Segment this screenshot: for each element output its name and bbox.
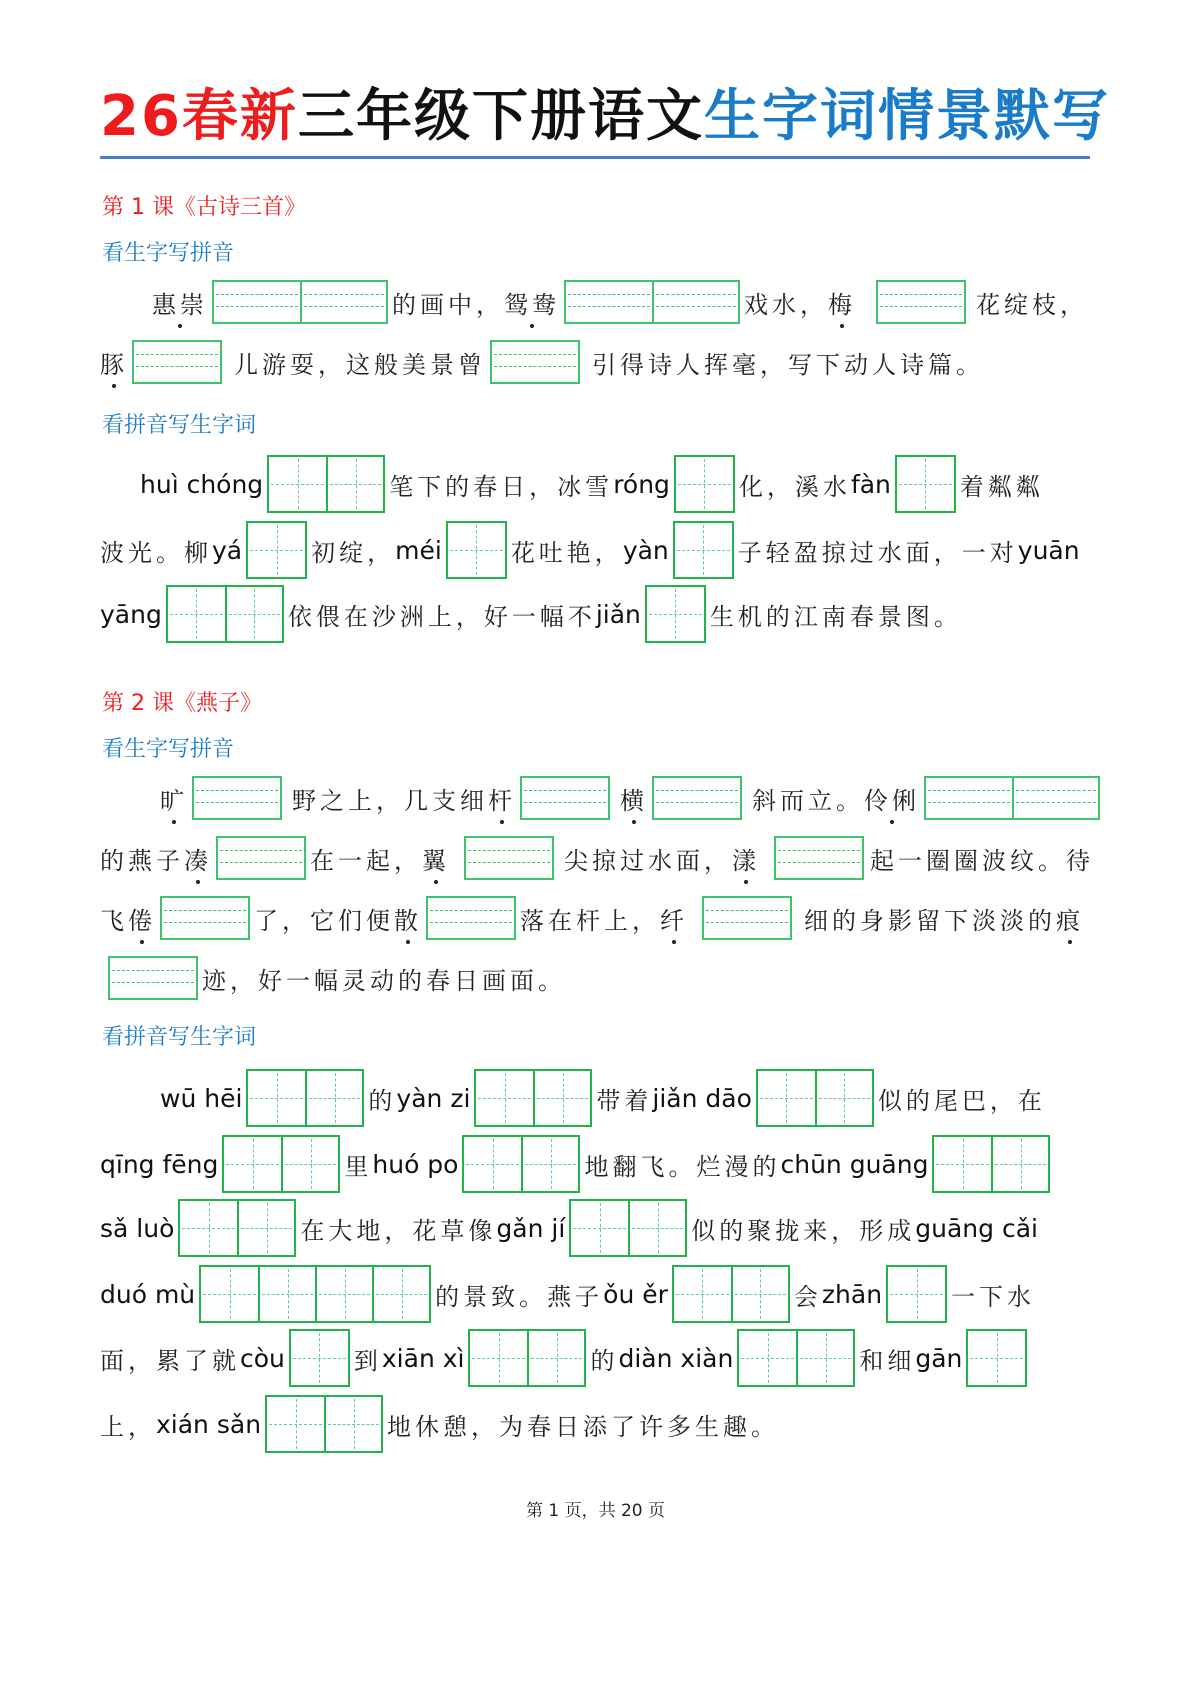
text: 斜而立。 — [752, 786, 864, 815]
text: 和细 — [859, 1346, 916, 1375]
title-part-2: 三年级下册语文 — [297, 84, 704, 149]
text: 到 — [353, 1346, 382, 1375]
pinyin-answer-box[interactable] — [490, 340, 580, 384]
pinyin-answer-box[interactable] — [132, 340, 222, 384]
l1-s2-line-3 — [100, 584, 962, 644]
pinyin: huì chóng — [140, 469, 264, 499]
text: 地休憩，为春日添了许多生趣。 — [387, 1412, 780, 1441]
hanzi-answer-box[interactable] — [737, 1329, 855, 1387]
text: 豚 — [100, 345, 128, 380]
pinyin: róng — [613, 469, 670, 499]
text: 野之上，几支细 — [292, 786, 488, 815]
l2-s1-line-4 — [104, 948, 566, 1008]
pinyin: sǎ luò — [100, 1213, 175, 1243]
pinyin-answer-box[interactable] — [192, 776, 282, 820]
text: 横 — [620, 781, 648, 816]
text: 带着 — [596, 1086, 653, 1115]
pinyin-answer-box[interactable] — [774, 836, 864, 880]
pinyin: yá — [212, 535, 243, 565]
text: 的 — [368, 1086, 397, 1115]
l1-s1-line-2 — [100, 332, 984, 392]
text: 惠崇 — [152, 285, 208, 320]
hanzi-answer-box[interactable] — [265, 1395, 383, 1453]
text: 尖掠过水面， — [564, 846, 732, 875]
lesson-2-heading: 第 2 课《燕子》 — [102, 691, 262, 716]
text: 上， — [100, 1412, 156, 1441]
l1-s2-line-2 — [100, 520, 1080, 580]
pinyin-answer-box[interactable] — [924, 776, 1100, 820]
pinyin-answer-box[interactable] — [426, 896, 516, 940]
hanzi-answer-box[interactable] — [166, 585, 284, 643]
hanzi-answer-box[interactable] — [199, 1265, 431, 1323]
pinyin: huó po — [372, 1149, 459, 1179]
pinyin-answer-box[interactable] — [160, 896, 250, 940]
pinyin: jiǎn — [595, 599, 641, 629]
pinyin-answer-box[interactable] — [652, 776, 742, 820]
pinyin-answer-box[interactable] — [876, 280, 966, 324]
text: 杆 — [488, 781, 516, 816]
text: 梅 — [828, 285, 856, 320]
pinyin: xián sǎn — [156, 1409, 262, 1439]
pinyin: diàn xiàn — [618, 1343, 734, 1373]
text: 鸳鸯 — [504, 285, 560, 320]
hanzi-answer-box[interactable] — [246, 521, 307, 579]
text: 依偎在沙洲上，好一幅不 — [287, 602, 596, 631]
pinyin-answer-box[interactable] — [564, 280, 740, 324]
title-part-3: 生字词情景默写 — [703, 84, 1110, 149]
pinyin: qīng fēng — [100, 1149, 219, 1179]
pinyin: còu — [240, 1343, 285, 1373]
pinyin: yàn — [622, 535, 669, 565]
lesson-1-section-hanzi: 看拼音写生字词 — [102, 413, 257, 438]
pinyin: fàn — [850, 469, 891, 499]
text: 一下水 — [951, 1282, 1036, 1311]
l2-s2-line-4 — [100, 1264, 1035, 1324]
hanzi-answer-box[interactable] — [932, 1135, 1050, 1193]
pinyin: yāng — [100, 599, 162, 629]
pinyin-answer-box[interactable] — [520, 776, 610, 820]
hanzi-answer-box[interactable] — [222, 1135, 340, 1193]
l1-s1-line-1 — [152, 272, 1088, 332]
pinyin: zhān — [821, 1279, 883, 1309]
lesson-1-heading: 第 1 课《古诗三首》 — [102, 195, 306, 220]
lesson-1-section-pinyin: 看生字写拼音 — [102, 241, 235, 266]
hanzi-answer-box[interactable] — [267, 455, 385, 513]
page-title — [100, 82, 1110, 152]
text: 初绽， — [311, 538, 396, 567]
text: 旷 — [160, 781, 188, 816]
l2-s1-line-1 — [160, 768, 1104, 828]
l2-s2-line-3 — [100, 1198, 1038, 1258]
text: 波光。柳 — [100, 538, 212, 567]
hanzi-answer-box[interactable] — [645, 585, 706, 643]
text: 戏水， — [744, 290, 828, 319]
text: 翼 — [422, 841, 450, 876]
text: 似的聚拢来，形成 — [691, 1216, 916, 1245]
pinyin: chūn guāng — [780, 1149, 929, 1179]
pinyin: duó mù — [100, 1279, 196, 1309]
pinyin: xiān xì — [381, 1343, 465, 1373]
pinyin: gān — [915, 1343, 963, 1373]
l2-s2-line-2 — [100, 1134, 1054, 1194]
text: 里 — [344, 1152, 373, 1181]
pinyin-answer-box[interactable] — [464, 836, 554, 880]
lesson-2-section-pinyin: 看生字写拼音 — [102, 737, 235, 762]
pinyin-answer-box[interactable] — [702, 896, 792, 940]
text: 笔下的春日，冰雪 — [389, 472, 614, 501]
text: 的 — [590, 1346, 619, 1375]
hanzi-answer-box[interactable] — [966, 1329, 1027, 1387]
hanzi-answer-box[interactable] — [674, 455, 735, 513]
text: 子轻盈掠过水面，一对 — [737, 538, 1018, 567]
text: 飞 — [100, 906, 128, 935]
text: 化，溪水 — [738, 472, 851, 501]
page-number: 第 1 页，共 20 页 — [525, 1501, 666, 1521]
pinyin-answer-box[interactable] — [216, 836, 306, 880]
text: 似的尾巴，在 — [877, 1086, 1046, 1115]
hanzi-answer-box[interactable] — [895, 455, 956, 513]
pinyin-answer-box[interactable] — [108, 956, 198, 1000]
pinyin: wū hēi — [160, 1083, 243, 1113]
hanzi-answer-box[interactable] — [462, 1135, 580, 1193]
text: 漾 — [732, 841, 760, 876]
text: 倦 — [128, 901, 156, 936]
l1-s2-line-1 — [140, 454, 1044, 514]
text: 花吐艳， — [510, 538, 623, 567]
text: 落在杆上， — [520, 906, 660, 935]
title-part-1: 26春新 — [100, 84, 298, 149]
text: 儿游耍，这般美景曾 — [234, 350, 486, 379]
l2-s2-line-1 — [160, 1068, 1046, 1128]
hanzi-answer-box[interactable] — [569, 1199, 687, 1257]
text: 凑 — [184, 841, 212, 876]
l2-s1-line-2 — [100, 828, 1094, 888]
text: 的景致。燕子 — [435, 1282, 604, 1311]
l2-s2-line-5 — [100, 1328, 1031, 1388]
text: 在一起， — [310, 846, 422, 875]
text: 的画中， — [392, 290, 504, 319]
pinyin: jiǎn dāo — [652, 1083, 752, 1113]
text: 了，它们便 — [254, 906, 394, 935]
hanzi-answer-box[interactable] — [673, 521, 734, 579]
hanzi-answer-box[interactable] — [756, 1069, 874, 1127]
text: 纤 — [660, 901, 688, 936]
hanzi-answer-box[interactable] — [178, 1199, 296, 1257]
l2-s2-line-6 — [100, 1394, 779, 1454]
hanzi-answer-box[interactable] — [672, 1265, 790, 1323]
text: 痕 — [1056, 901, 1084, 936]
hanzi-answer-box[interactable] — [474, 1069, 592, 1127]
text: 生机的江南春景图。 — [709, 602, 962, 631]
hanzi-answer-box[interactable] — [289, 1329, 350, 1387]
text: 伶俐 — [864, 781, 920, 816]
pinyin: guāng cǎi — [915, 1213, 1038, 1243]
hanzi-answer-box[interactable] — [246, 1069, 364, 1127]
pinyin: méi — [395, 535, 442, 565]
text: 面，累了就 — [100, 1346, 240, 1375]
lesson-2-section-hanzi: 看拼音写生字词 — [102, 1025, 257, 1050]
pinyin: gǎn jí — [496, 1213, 566, 1243]
text: 散 — [394, 901, 422, 936]
title-underline — [100, 156, 1090, 159]
hanzi-answer-box[interactable] — [886, 1265, 947, 1323]
pinyin-answer-box[interactable] — [212, 280, 388, 324]
text: 细的身影留下淡淡的 — [804, 906, 1056, 935]
hanzi-answer-box[interactable] — [446, 521, 507, 579]
text: 会 — [793, 1282, 822, 1311]
pinyin: ǒu ěr — [603, 1279, 668, 1309]
hanzi-answer-box[interactable] — [468, 1329, 586, 1387]
pinyin: yuān — [1017, 535, 1080, 565]
text: 起一圈圈波纹。待 — [870, 846, 1094, 875]
text: 的燕子 — [100, 846, 184, 875]
pinyin: yàn zi — [396, 1083, 471, 1113]
text: 花绽枝， — [976, 290, 1088, 319]
l2-s1-line-3 — [100, 888, 1084, 948]
text: 着粼粼 — [959, 472, 1044, 501]
text: 迹，好一幅灵动的春日画面。 — [202, 966, 566, 995]
text: 地翻飞。烂漫的 — [584, 1152, 781, 1181]
text: 引得诗人挥毫，写下动人诗篇。 — [592, 350, 984, 379]
text: 在大地，花草像 — [300, 1216, 497, 1245]
